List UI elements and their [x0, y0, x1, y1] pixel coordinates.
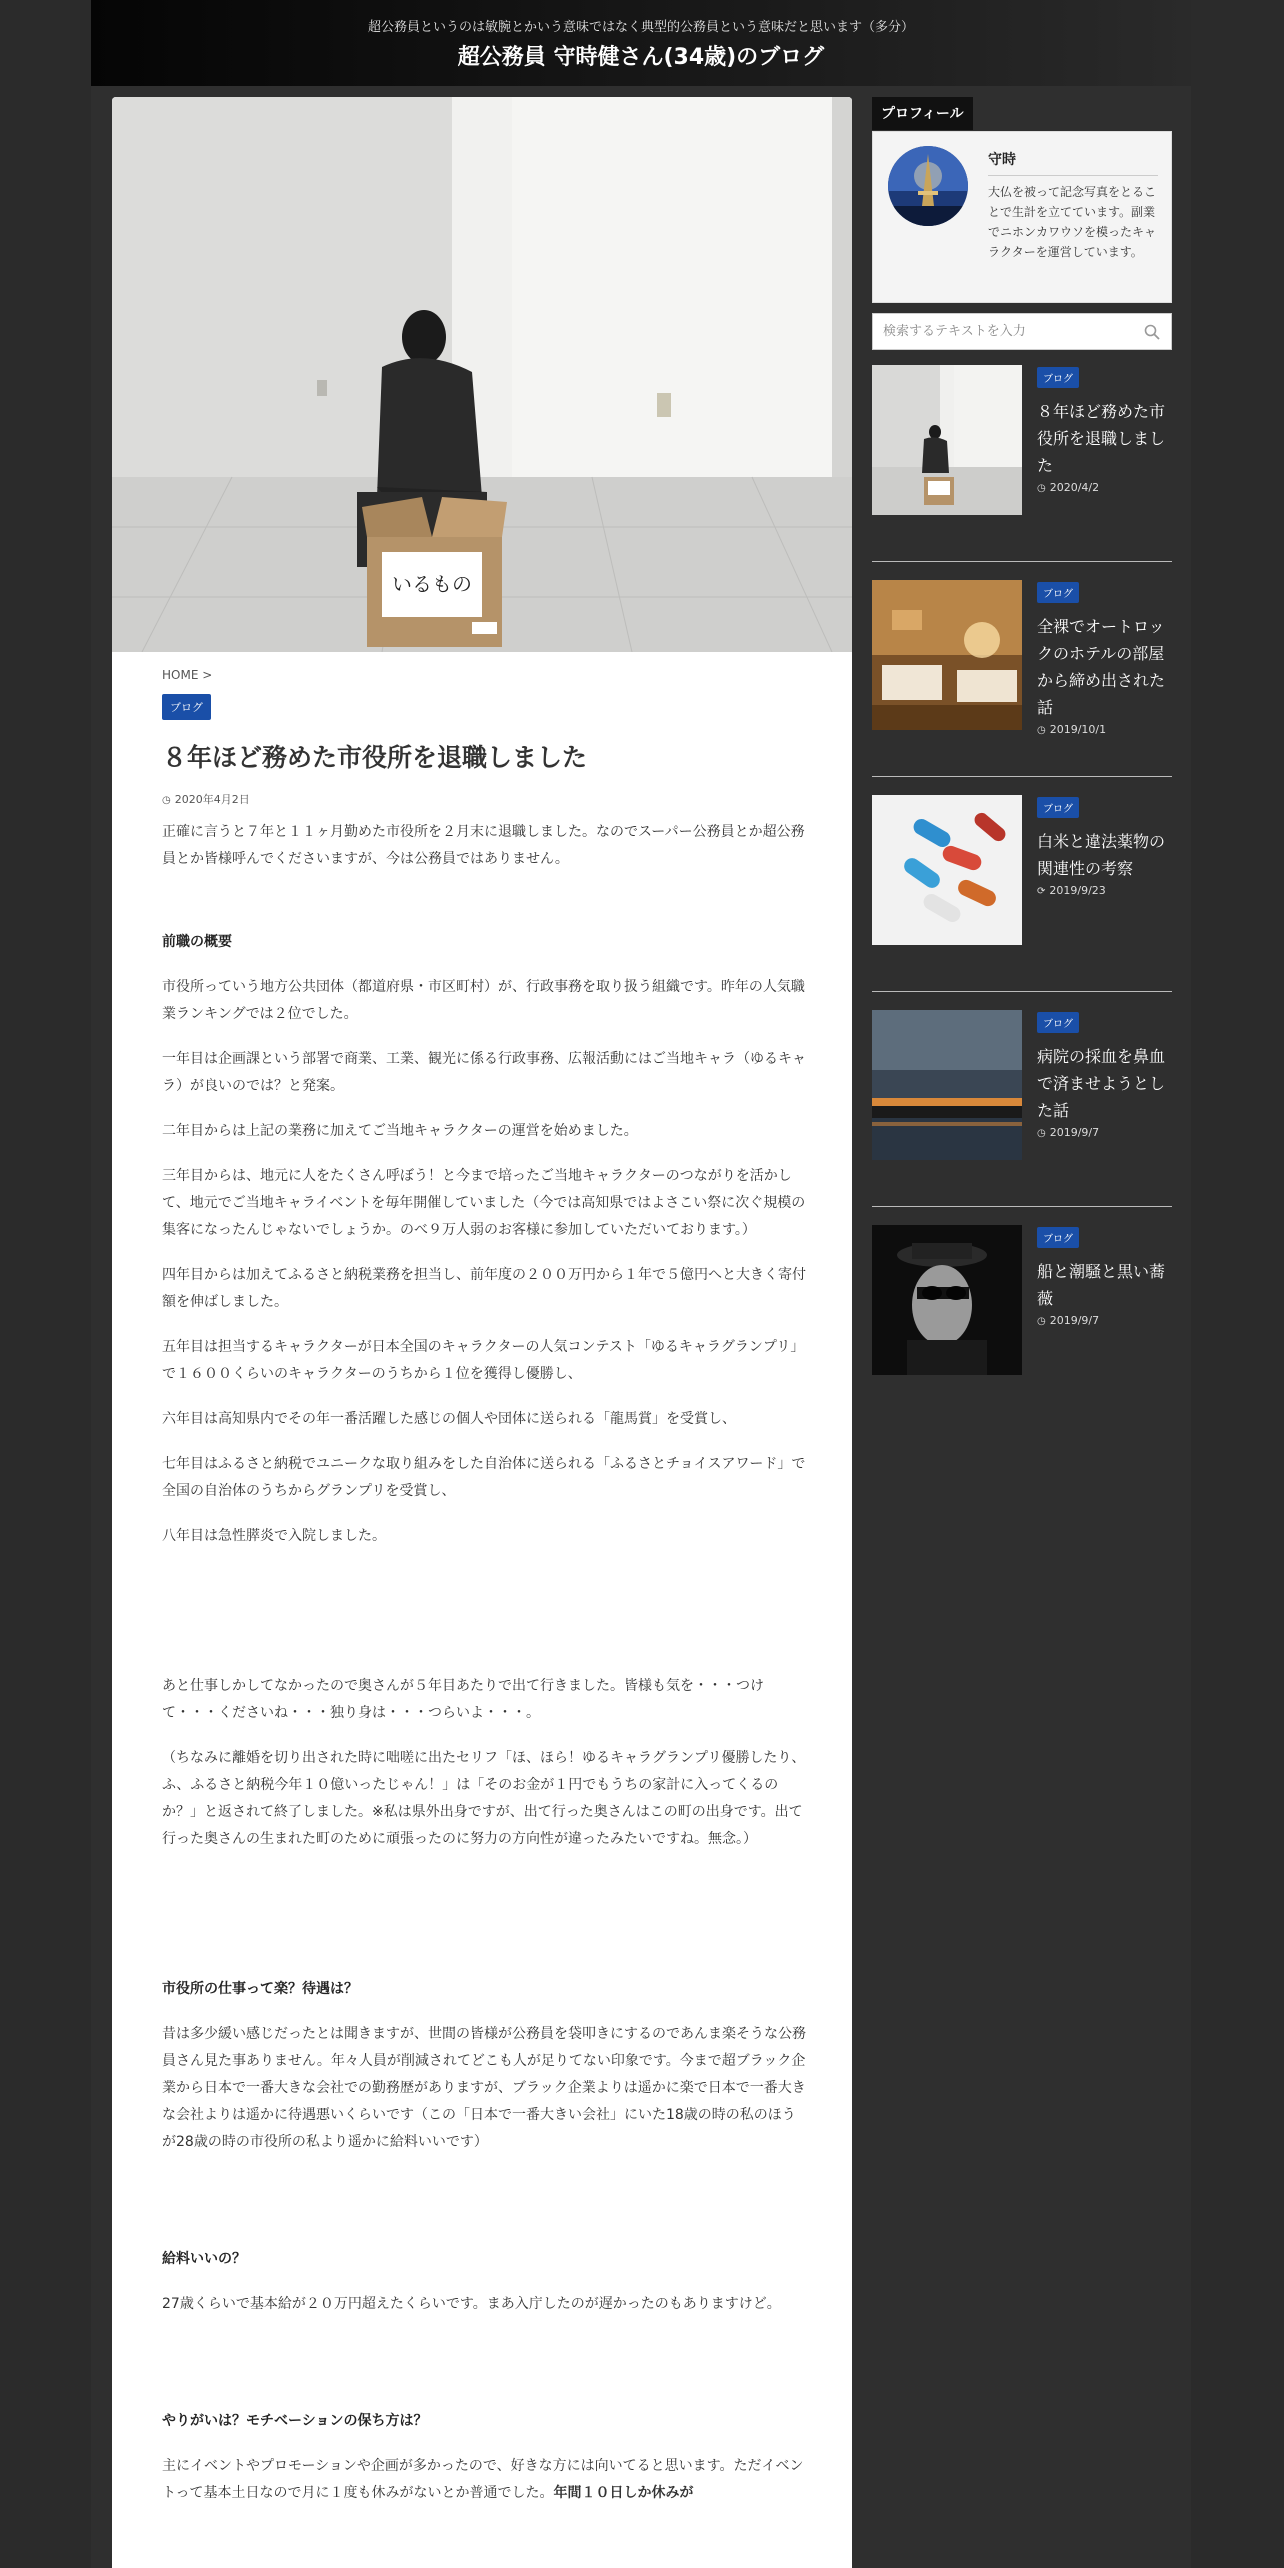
list-item[interactable] [872, 795, 1172, 992]
clock-icon: ◷ [1037, 725, 1046, 736]
post-item-date [1037, 723, 1172, 736]
clock-icon: ◷ [162, 794, 171, 806]
post-item-title[interactable]: 全裸でオートロックのホテルの部屋から締め出された話 [1037, 617, 1166, 717]
hero-image [112, 97, 852, 652]
category-badge[interactable]: ブログ [1037, 1012, 1079, 1033]
section-heading: やりがいは？モチベーションの保ち方は？ [162, 2412, 428, 2429]
post-item-date-text: 2020/4/2 [1049, 481, 1100, 494]
category-badge[interactable]: ブログ [1037, 797, 1079, 818]
search-box [872, 313, 1172, 350]
hero-box-label: いるもの [392, 572, 472, 596]
post-item-date-text: 2019/9/7 [1049, 1314, 1100, 1327]
list-item[interactable] [872, 1225, 1172, 1422]
paragraph: 四年目からは加えてふるさと納税業務を担当し、前年度の２００万円から１年で５億円へと大きく寄付額を伸ばしました。 [162, 1266, 806, 1310]
post-list [872, 365, 1172, 1422]
avatar [888, 146, 968, 226]
post-meta [1037, 1012, 1172, 1139]
post-item-title[interactable]: 船と潮騒と黒い蕎薇 [1037, 1262, 1166, 1308]
search-icon[interactable] [1143, 323, 1161, 341]
paragraph: 市役所っていう地方公共団体（都道府県・市区町村）が、行政事務を取り扱う組織です。昨年の人気職業ランキングでは２位でした。 [162, 978, 805, 1022]
category-badge[interactable]: ブログ [1037, 367, 1079, 388]
article [162, 668, 807, 2525]
paragraph: 二年目からは上記の業務に加えてご当地キャラクターの運営を始めました。 [162, 1122, 638, 1139]
paragraph: 三年目からは、地元に人をたくさん呼ぼう！と今まで培ったご当地キャラクターのつながりを活かして、地元でご当地キャライベントを毎年開催していました（今では高知県ではよさこい祭に次ぐ規模の集客になったんじゃないでしょうか。のべ９万人弱のお客様に参加していただいております。） [162, 1167, 806, 1238]
category-badge[interactable]: ブログ [1037, 1227, 1079, 1248]
paragraph [162, 2453, 807, 2507]
post-date-text: 2020年4月2日 [174, 792, 250, 806]
site-description: 超公務員というのは敏腕とかいう意味ではなく典型的公務員という意味だと思います（多分） [367, 20, 914, 35]
list-item[interactable] [872, 365, 1172, 562]
post-item-title[interactable]: 白米と違法薬物の関連性の考察 [1037, 832, 1166, 878]
paragraph: 七年目はふるさと納税でユニークな取り組みをした自治体に送られる「ふるさとチョイスアワード」で全国の自治体のうちからグランプリを受賞し、 [162, 1455, 806, 1499]
section-heading: 給料いいの？ [162, 2250, 246, 2267]
paragraph-text: 主にイベントやプロモーションや企画が多かったので、好きな方には向いてると思います。ただイベントって基本土日なので月に１度も休みがないとか普通でした。 [162, 2457, 804, 2501]
paragraph: 27歳くらいで基本給が２０万円超えたくらいです。まあ入庁したのが遅かったのもありますけど。 [162, 2295, 781, 2312]
post-item-title[interactable]: 病院の採血を鼻血で済ませようとした話 [1037, 1047, 1166, 1120]
post-title: ８年ほど務めた市役所を退職しました [162, 743, 588, 772]
list-item[interactable] [872, 1010, 1172, 1207]
post-item-date [1037, 1126, 1172, 1139]
section-heading: 前職の概要 [162, 933, 232, 950]
paragraph: あと仕事しかしてなかったので奥さんが５年目あたりで出て行きました。皆様も気を・・・つけて・・・くださいね・・・独り身は・・・つらいよ・・・。 [162, 1677, 764, 1721]
refresh-icon: ⟳ [1037, 886, 1046, 897]
search-input[interactable] [873, 314, 1133, 349]
hero-photo [112, 97, 852, 652]
clock-icon: ◷ [1037, 1316, 1046, 1327]
post-meta [1037, 797, 1172, 897]
post-item-date [1037, 884, 1172, 897]
profile-text: 大仏を被って記念写真をとることで生計を立てています。副業でニホンカワウソを模ったキャラクターを運営しています。 [988, 185, 1157, 259]
post-item-title[interactable]: ８年ほど務めた市役所を退職しました [1037, 402, 1166, 475]
post-thumbnail[interactable] [872, 1010, 1022, 1160]
post-thumbnail[interactable] [872, 365, 1022, 515]
paragraph-bold: 年間１０日しか休みが [553, 2484, 694, 2501]
sidebar [872, 97, 1172, 1440]
paragraph: 昔は多少緩い感じだったとは聞きますが、世間の皆様が公務員を袋叩きにするのであんま楽そうな公務員さん見た事ありません。年々人員が削減されてどこも人が足りてない印象です。今まで超ブラック企業から日本で一番大きな会社での勤務歴がありますが、ブラック企業よりは遥かに楽で日本で一番大きな会社よりは遥かに待遇悪いくらいです（この「日本で一番大きい会社」にいた18歳の時の私のほうが28歳の時の市役所の私より遥かに給料いいです） [162, 2025, 806, 2150]
category-badge[interactable]: ブログ [1037, 582, 1079, 603]
site-header [91, 0, 1191, 86]
category-badge[interactable]: ブログ [162, 694, 211, 720]
main-content [112, 97, 852, 2568]
clock-icon: ◷ [1037, 1128, 1046, 1139]
post-meta [1037, 367, 1172, 494]
section-heading: 市役所の仕事って楽？待遇は？ [162, 1980, 358, 1997]
page-wrapper [91, 0, 1191, 2568]
post-item-date [1037, 481, 1172, 494]
post-item-date-text: 2019/10/1 [1049, 723, 1107, 736]
post-meta [1037, 582, 1172, 736]
post-item-date [1037, 1314, 1172, 1327]
paragraph: 五年目は担当するキャラクターが日本全国のキャラクターの人気コンテスト「ゆるキャラグランプリ」で１６００くらいのキャラクターのうちから１位を獲得し優勝し、 [162, 1338, 805, 1382]
post-item-date-text: 2019/9/7 [1049, 1126, 1100, 1139]
article-body [162, 819, 807, 2507]
clock-icon: ◷ [1037, 483, 1046, 494]
profile-name: 守時 [988, 149, 1158, 176]
post-thumbnail[interactable] [872, 795, 1022, 945]
site-title[interactable]: 超公務員 守時健さん(34歳)のブログ [457, 45, 825, 70]
post-item-date-text: 2019/9/23 [1049, 884, 1106, 897]
profile-widget-label: プロフィール [872, 97, 973, 130]
paragraph: 六年目は高知県内でその年一番活躍した感じの個人や団体に送られる「龍馬賞」を受賞し、 [162, 1410, 736, 1427]
post-date [162, 791, 807, 807]
paragraph: 一年目は企画課という部署で商業、工業、観光に係る行政事務、広報活動にはご当地キャラ（ゆるキャラ）が良いのでは？と発案。 [162, 1050, 806, 1094]
paragraph: 正確に言うと７年と１１ヶ月勤めた市役所を２月末に退職しました。なのでスーパー公務員とか超公務員とか皆様呼んでくださいますが、今は公務員ではありません。 [162, 823, 805, 867]
breadcrumb[interactable]: HOME > [162, 668, 213, 682]
post-thumbnail[interactable] [872, 1225, 1022, 1375]
paragraph: （ちなみに離婚を切り出された時に咄嗟に出たセリフ「ほ、ほら！ゆるキャラグランプリ優勝したり、ふ、ふるさと納税今年１０億いったじゃん！」は「そのお金が１円でもうちの家計に入ってくるのか？」と返されて終了しました。※私は県外出身ですが、出て行った奥さんはこの町の出身です。出て行った奥さんの生まれた町のために頑張ったのに努力の方向性が違ったみたいですね。無念。） [162, 1749, 806, 1847]
post-thumbnail[interactable] [872, 580, 1022, 730]
post-meta [1037, 1227, 1172, 1327]
paragraph: 八年目は急性膵炎で入院しました。 [162, 1527, 386, 1544]
list-item[interactable] [872, 580, 1172, 777]
profile-box [872, 131, 1172, 303]
